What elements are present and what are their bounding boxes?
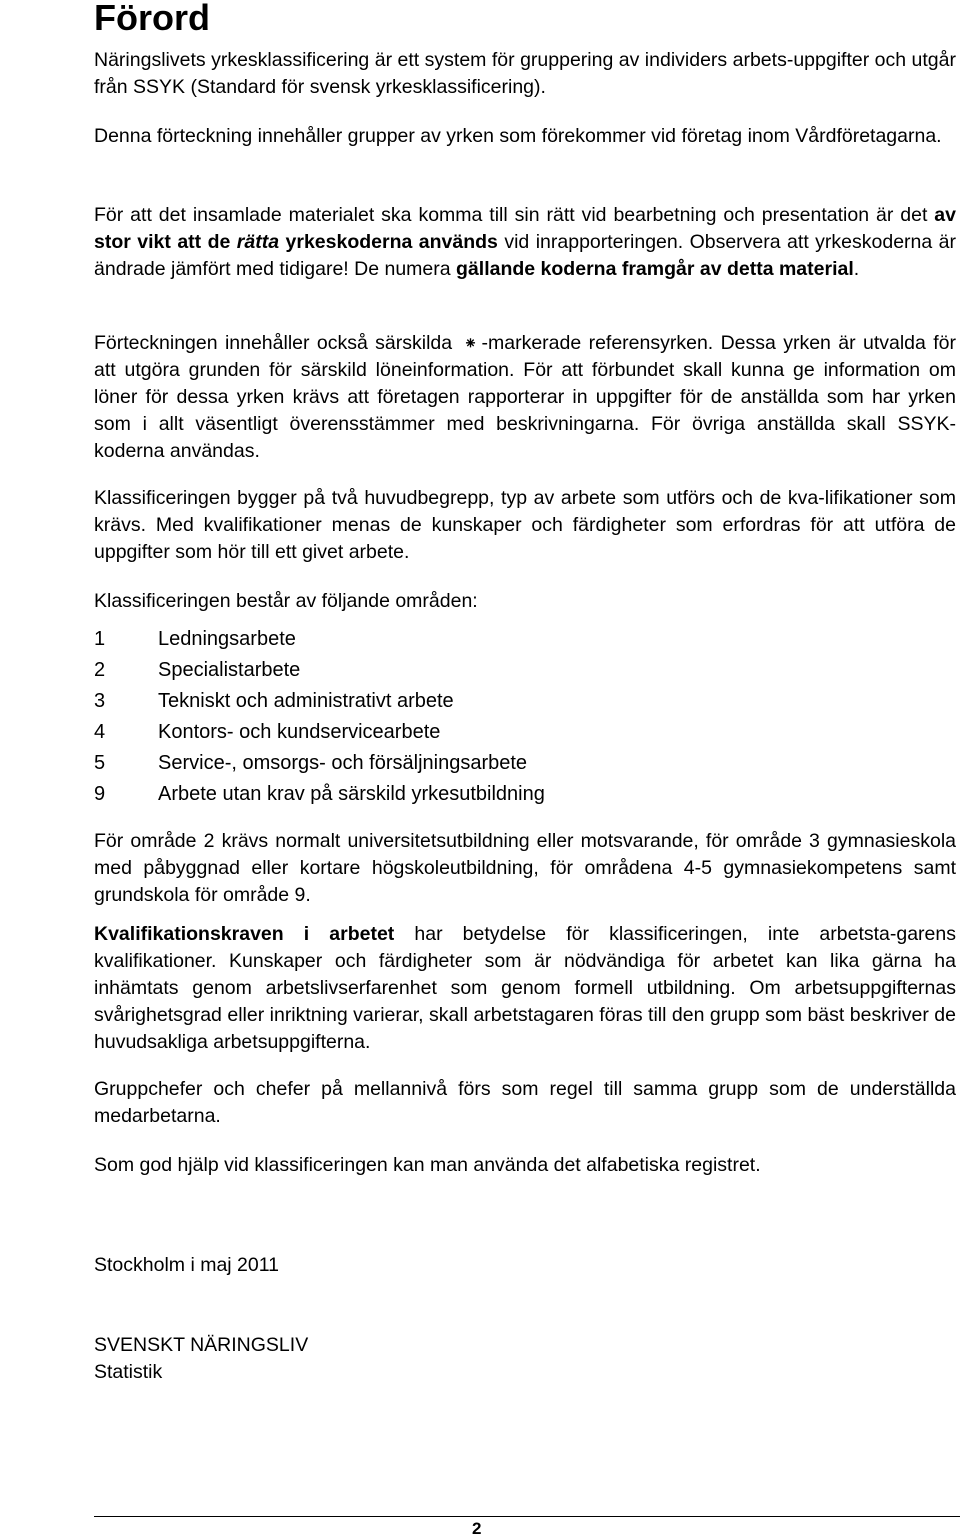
list-item bbox=[94, 717, 545, 748]
reporting-text-2: vid inrapporteringen. Observera att yrkeskoderna är ändrade jämfört med tidigare! De numera bbox=[94, 231, 957, 280]
reference-paragraph bbox=[94, 330, 956, 465]
area-number: 4 bbox=[94, 721, 106, 743]
list-item bbox=[94, 748, 545, 779]
reporting-bold-italic: rätta bbox=[236, 231, 280, 253]
intro-paragraph: Näringslivets yrkesklassificering är ett system för gruppering av individers arbets-uppgifter och utgår från SSYK (Standard för svensk yrkesklassificering). bbox=[94, 49, 956, 98]
qualifications-bold: Kvalifikationskraven i arbetet bbox=[94, 923, 395, 945]
reference-text-1: Förteckningen innehåller också särskilda bbox=[94, 332, 460, 354]
managers-paragraph: Gruppchefer och chefer på mellannivå förs som regel till samma grupp som de underställda medarbetarna. bbox=[94, 1078, 956, 1127]
list-item bbox=[94, 624, 545, 655]
areas-list bbox=[94, 624, 545, 810]
list-item bbox=[94, 686, 545, 717]
area-label: Service-, omsorgs- och försäljningsarbete bbox=[158, 752, 528, 774]
footer-divider bbox=[94, 1516, 960, 1517]
area-number: 5 bbox=[94, 752, 106, 774]
area-label: Ledningsarbete bbox=[158, 628, 296, 650]
area-number: 2 bbox=[94, 659, 106, 681]
area-number: 9 bbox=[94, 783, 106, 805]
area-label: Tekniskt och administrativt arbete bbox=[158, 690, 454, 712]
qualifications-paragraph bbox=[94, 921, 956, 1056]
area-label: Specialistarbete bbox=[158, 659, 301, 681]
reporting-bold-3: gällande koderna framgår av detta material bbox=[456, 258, 854, 280]
register-paragraph: Som god hjälp vid klassificeringen kan man använda det alfabetiska registret. bbox=[94, 1154, 761, 1176]
qualifications-text: har betydelse för klassificeringen, inte arbetsta-garens kvalifikationer. Kunskaper och färdigheter som är nödvändiga för arbetet kan lika gärna ha inhämtats genom arbetslivserfarenhet som genom formell utbildning. Om arbetsuppgifternas svårighetsgrad eller inriktning varierar, skall arbetstagaren föras till den grupp som bäst beskriver de huvudsakliga arbetsuppgifterna. bbox=[94, 923, 956, 1053]
area-label: Kontors- och kundservicearbete bbox=[158, 721, 441, 743]
list-item bbox=[94, 779, 545, 810]
reporting-text-1: För att det insamlade materialet ska komma till sin rätt vid bearbetning och presentation är det bbox=[94, 204, 935, 226]
scope-paragraph: Denna förteckning innehåller grupper av yrken som förekommer vid företag inom Vårdföretagarna. bbox=[94, 125, 942, 147]
list-item bbox=[94, 655, 545, 686]
page-title: Förord bbox=[94, 0, 210, 38]
reporting-text-3: . bbox=[853, 258, 860, 280]
dateline: Stockholm i maj 2011 bbox=[94, 1254, 279, 1276]
area-label: Arbete utan krav på särskild yrkesutbildning bbox=[158, 783, 545, 805]
asterisk-icon: ⁕ bbox=[463, 334, 478, 353]
concepts-paragraph: Klassificeringen bygger på två huvudbegrepp, typ av arbete som utförs och de kva-lifikationer som krävs. Med kvalifikationer menas de kunskaper och färdigheter som erfordras för att utföra de uppgifter som hör till ett givet arbete. bbox=[94, 487, 956, 563]
department-name: Statistik bbox=[94, 1361, 163, 1383]
reporting-bold-2: yrkeskoderna används bbox=[279, 231, 498, 253]
area-number: 3 bbox=[94, 690, 106, 712]
reporting-paragraph bbox=[94, 202, 956, 283]
reference-text-2: -markerade referensyrken. Dessa yrken är utvalda för att utgöra grunden för särskild löneinformation. För att förbundet skall kunna ge information om löner för dessa yrken krävs att företagen rapporterar in uppgifter för de anställda som har yrken som i allt väsentligt överensstämmer med beskrivningarna. För övriga anställda skall SSYK-koderna användas. bbox=[94, 332, 956, 462]
area-number: 1 bbox=[94, 628, 106, 650]
organization-name: SVENSKT NÄRINGSLIV bbox=[94, 1334, 309, 1356]
requirements-paragraph: För område 2 krävs normalt universitetsutbildning eller motsvarande, för område 3 gymnasieskola med påbyggnad eller kortare högskoleutbildning, för områdena 4-5 gymnasiekompetens samt grundskola för område 9. bbox=[94, 830, 956, 906]
reporting-bold-1: av stor vikt att de bbox=[94, 204, 956, 253]
page-number: 2 bbox=[472, 1519, 482, 1538]
areas-heading: Klassificeringen består av följande områden: bbox=[94, 590, 478, 612]
